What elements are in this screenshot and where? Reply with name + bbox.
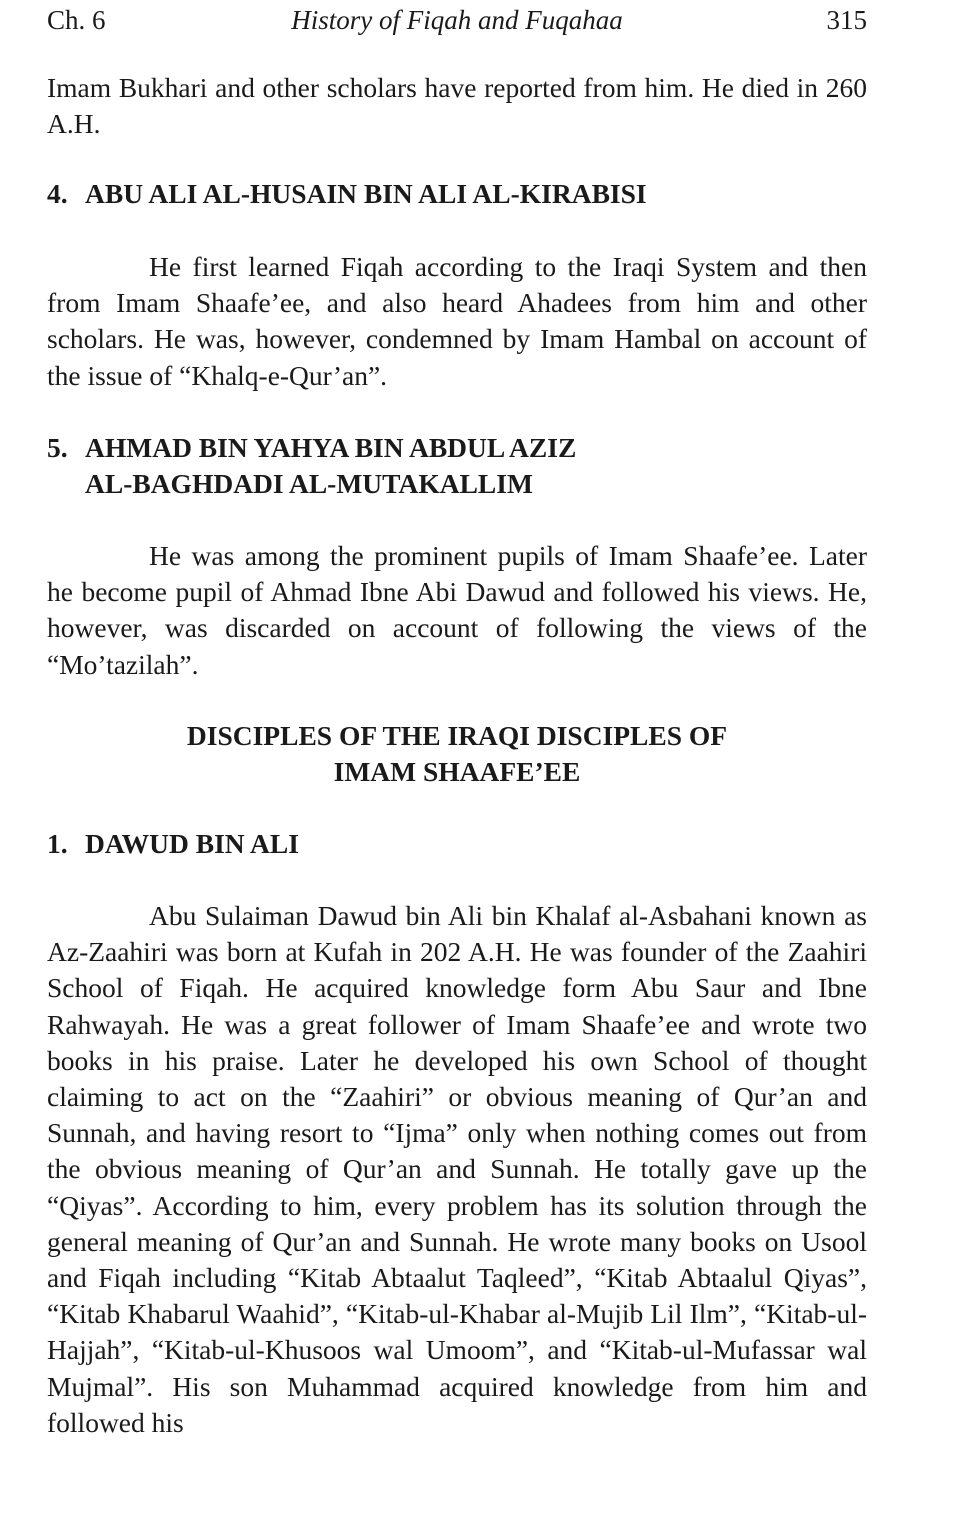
chapter-subheading-line2: IMAM SHAAFE’EE <box>333 756 581 787</box>
section-5-paragraph: He was among the prominent pupils of Imam Shaafe’ee. Later he become pupil of Ahmad Ibne Abi Dawud and followed his views. He, however, was discarded on account of following the views of the “Mo’tazilah”. <box>47 540 867 680</box>
section-1-paragraph: Abu Sulaiman Dawud bin Ali bin Khalaf al-Asbahani known as Az-Zaahiri was born at Kufah in 202 A.H. He was founder of the Zaahiri School of Fiqah. He acquired knowledge form Abu Saur and Ibne Rahwayah. He was a great follower of Imam Shaafe’ee and wrote two books in his praise. Later he developed his own School of thought claiming to act on the “Zaahiri” or obvious meaning of Qur’an and Sunnah, and having resort to “Ijma” only when nothing comes out from the obvious meaning of Qur’an and Sunnah. He totally gave up the “Qiyas”. According to him, every problem has its solution through the general meaning of Qur’an and Sunnah. He wrote many books on Usool and Fiqah including “Kitab Abtaalut Taqleed”, “Kitab Abtaalul Qiyas”, “Kitab Khabarul Waahid”, “Kitab-ul-Khabar al-Mujib Lil Ilm”, “Kitab-ul-Hajjah”, “Kitab-ul-Khusoos wal Umoom”, and “Kitab-ul-Mufassar wal Mujmal”. His son Muhammad acquired knowledge from him and followed his <box>47 900 867 1438</box>
section-1-number: 1. <box>47 828 68 859</box>
chapter-label: Ch. 6 <box>47 5 106 35</box>
section-5-title-line2: AL-BAGHDADI AL-MUTAKALLIM <box>85 468 533 499</box>
page-number: 315 <box>826 5 867 35</box>
section-5-heading <box>47 430 867 502</box>
section-4-title: ABU ALI AL-HUSAIN BIN ALI AL-KIRABISI <box>85 178 647 209</box>
section-4-paragraph: He first learned Fiqah according to the Iraqi System and then from Imam Shaafe’ee, and also heard Ahadees from him and other scholars. He was, however, condemned by Imam Hambal on account of the issue of “Khalq-e-Qur’an”. <box>47 251 867 391</box>
continuation-paragraph: Imam Bukhari and other scholars have reported from him. He died in 260 A.H. <box>47 72 867 140</box>
section-4-heading <box>47 176 867 212</box>
chapter-subheading <box>47 718 867 790</box>
section-5-title-line1: AHMAD BIN YAHYA BIN ABDUL AZIZ <box>85 432 577 463</box>
running-header <box>47 2 867 38</box>
section-1-title: DAWUD BIN ALI <box>85 828 299 859</box>
section-1-heading <box>47 826 867 862</box>
section-5-number: 5. <box>47 432 68 463</box>
book-title: History of Fiqah and Fuqahaa <box>291 5 623 35</box>
chapter-subheading-line1: DISCIPLES OF THE IRAQI DISCIPLES OF <box>186 720 728 751</box>
section-4-number: 4. <box>47 178 68 209</box>
